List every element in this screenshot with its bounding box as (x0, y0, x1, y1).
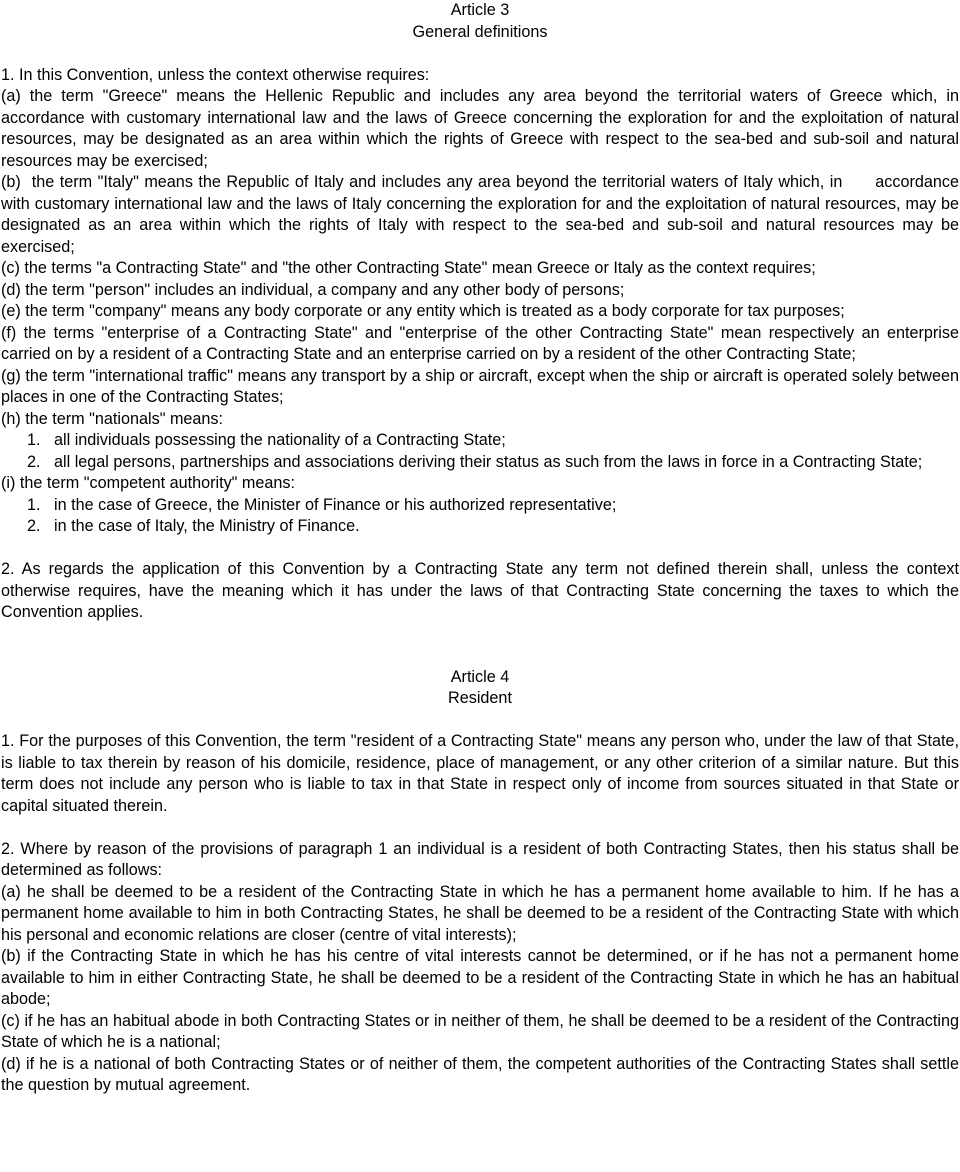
article-3-def-b: (b) the term "Italy" means the Republic of Italy and includes any area beyond the territorial waters of Italy which, in accordance with customary international law and the laws of Italy concerning the exploration for and the exploitation of natural resources, may be designated as an area within which the rights of Italy with respect to the sea-bed and sub-soil and natural resources may be exercised; (1, 173, 959, 256)
article-3-def-g: (g) the term "international traffic" means any transport by a ship or aircraft, except when the ship or aircraft is operated solely between places in one of the Contracting States; (1, 366, 959, 406)
article-4-rule-c: (c) if he has an habitual abode in both Contracting States or in neither of them, he shall be deemed to be a resident of the Contracting State of which he is a national; (1, 1011, 959, 1051)
article-4-heading (1, 667, 959, 710)
article-4-rule-b: (b) if the Contracting State in which he has his centre of vital interests cannot be determined, or if he has not a permanent home available to him in either Contracting State, he shall be deemed to be a resident of the Contracting State in which he has an habitual abode; (1, 947, 959, 1008)
article-3-def-c: (c) the terms "a Contracting State" and "the other Contracting State" mean Greece or Italy as the context requires; (1, 259, 816, 277)
article-3-def-a: (a) the term "Greece" means the Hellenic Republic and includes any area beyond the territorial waters of Greece which, in accordance with customary international law and the laws of Greece concerning the exploration for and the exploitation of natural resources, may be designated as an area within which the rights of Greece with respect to the sea-bed and sub-soil and natural resources may be exercised; (1, 87, 959, 170)
article-3-def-h: (h) the term "nationals" means: (1, 409, 224, 428)
list-item-number: 2. (27, 517, 41, 535)
article-3-def-e: (e) the term "company" means any body corporate or any entity which is treated as a body corporate for tax purposes; (1, 302, 845, 320)
article-4-title: Article 4 (450, 667, 510, 686)
list-item-number: 1. (27, 495, 41, 514)
list-item-text: all legal persons, partnerships and associations deriving their status as such from the laws in force in a Contracting State; (54, 452, 923, 471)
article-3-def-d: (d) the term "person" includes an individual, a company and any other body of persons; (1, 280, 625, 299)
article-3-para-1-intro: 1. In this Convention, unless the context otherwise requires: (1, 65, 430, 84)
article-3-def-f: (f) the terms "enterprise of a Contracting State" and "enterprise of the other Contracting State" mean respectively an enterprise carried on by a resident of a Contracting State and an enterprise carried on by a resident of the other Contracting State; (1, 323, 959, 363)
article-4-rule-d: (d) if he is a national of both Contracting States or of neither of them, the competent authorities of the Contracting States shall settle the question by mutual agreement. (1, 1054, 959, 1094)
list-item-number: 1. (27, 431, 41, 449)
list-item-text: in the case of Greece, the Minister of Finance or his authorized representative; (54, 495, 617, 514)
list-item (1, 452, 959, 474)
article-4-para-1: 1. For the purposes of this Convention, the term "resident of a Contracting State" means any person who, under the law of that State, is liable to tax therein by reason of his domicile, residence, place of management, or any other criterion of a similar nature. But this term does not include any person who is liable to tax in that State in respect only of income from sources situated in that State or capital situated therein. (1, 732, 959, 815)
article-4-subtitle: Resident (448, 689, 512, 707)
article-4-para-2-intro: 2. Where by reason of the provisions of paragraph 1 an individual is a resident of both Contracting States, then his status shall be determined as follows: (1, 839, 959, 879)
article-3-heading (1, 0, 959, 43)
article-3-title: Article 3 (450, 1, 510, 19)
article-4-rule-a: (a) he shall be deemed to be a resident of the Contracting State in which he has a permanent home available to him. If he has a permanent home available to him in both Contracting States, he shall be deemed to be a resident of the Contracting State with which his personal and economic relations are closer (centre of vital interests); (1, 882, 959, 944)
list-item-number: 2. (27, 452, 41, 471)
article-3-def-i: (i) the term "competent authority" means: (1, 474, 295, 492)
list-item-text: all individuals possessing the nationality of a Contracting State; (54, 431, 506, 449)
list-item (1, 430, 959, 452)
list-item (1, 495, 959, 517)
article-3-subtitle: General definitions (412, 22, 548, 41)
article-3-para-2: 2. As regards the application of this Convention by a Contracting State any term not defined therein shall, unless the context otherwise requires, have the meaning which it has under the laws of that Contracting State concerning the taxes to which the Convention applies. (1, 560, 959, 621)
list-item-text: in the case of Italy, the Ministry of Finance. (54, 517, 360, 535)
list-item (1, 516, 959, 538)
